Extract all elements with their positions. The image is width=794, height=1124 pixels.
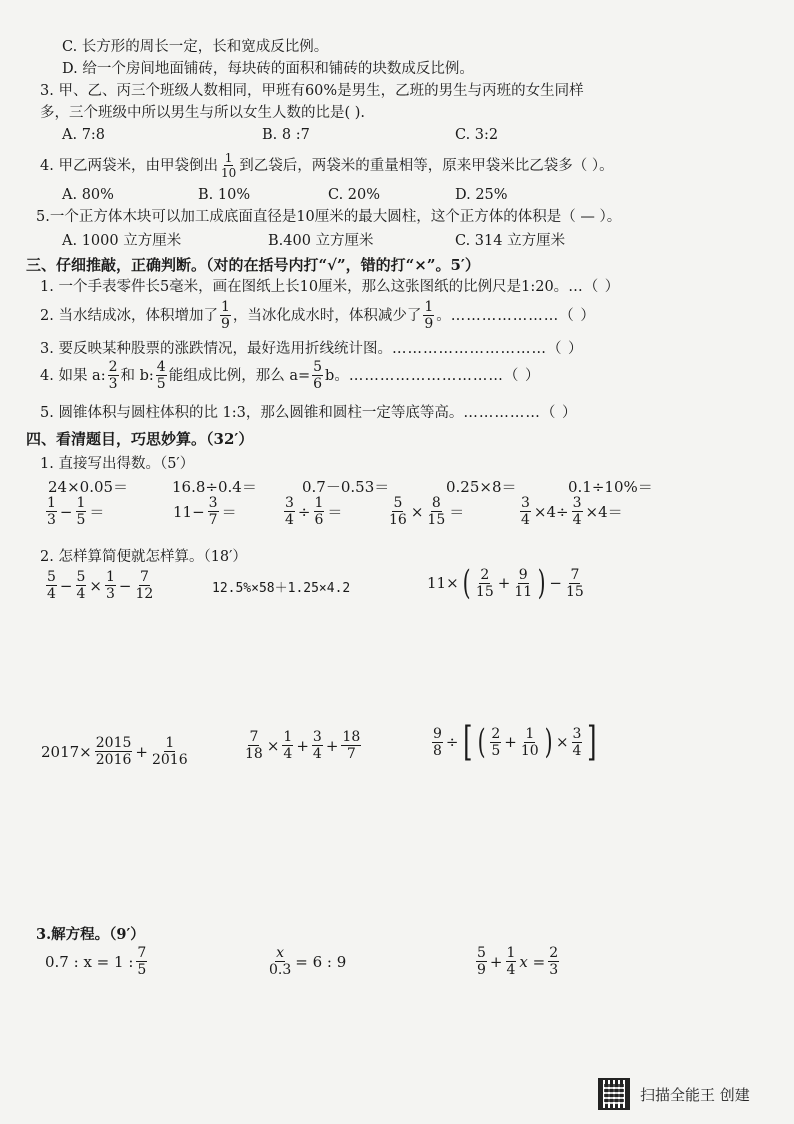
tf-q4-text-d: b。 <box>325 367 349 384</box>
simplify-calc-6: $\frac{9}{8}$ ÷ [ ( $\frac{2}{5}$ + $\frac{1}{10}$ ) × $\frac{3}{4}$ ] <box>433 719 597 765</box>
tf-q2-answer-blank[interactable]: …………………（ ） <box>450 307 596 324</box>
mc-q5-option-a: A. 1000 立方厘米 <box>62 233 182 249</box>
direct-calc-7: 11− $\frac{3}{7}$ ＝ <box>173 495 237 528</box>
qr-code-icon <box>598 1078 630 1110</box>
mc-q5-stem: 5.一个正方体木块可以加工成底面直径是10厘米的最大圆柱，这个正方体的体积是（ — ）。 <box>36 209 622 225</box>
direct-calc-1: 24×0.05＝ <box>48 478 129 496</box>
direct-calc-10: $\frac{3}{4}$ ×4÷ $\frac{3}{4}$ ×4＝ <box>521 495 623 528</box>
simplify-calc-1: $\frac{5}{4}$ − $\frac{5}{4}$ × $\frac{1}{3}$ − $\frac{7}{12}$ <box>47 569 154 602</box>
direct-calc-9: $\frac{5}{16}$ × $\frac{8}{15}$ ＝ <box>389 495 465 528</box>
mc-q5-option-c: C. 314 立方厘米 <box>455 233 566 249</box>
section-3-title: 三、仔细推敲，正确判断。（对的在括号内打“√”，错的打“×”。5′） <box>26 256 480 274</box>
frac-denominator: 3 <box>108 376 118 392</box>
tf-q1-answer-blank[interactable]: …（ ） <box>568 279 621 295</box>
mc-q3-stem-1: 3. 甲、乙、丙三个班级人数相同，甲班有60%是男生，乙班的男生与丙班的女生同样 <box>40 83 584 99</box>
frac-denominator: 9 <box>424 316 434 332</box>
mc-q4-option-b: B. 10% <box>198 187 251 203</box>
tf-q4-text-b: 和 b: <box>120 367 154 384</box>
direct-calc-3: 0.7－0.53＝ <box>302 478 390 496</box>
direct-calc-2: 16.8÷0.4＝ <box>172 478 257 496</box>
scanner-watermark-text: 扫描全能王 创建 <box>640 1085 750 1104</box>
equation-2-suffix: = 6 : 9 <box>295 952 347 971</box>
tf-q3 <box>40 340 584 358</box>
tf-q2-text-a: 2. 当水结成冰，体积增加了 <box>40 307 218 324</box>
tf-q4-answer-blank[interactable]: …………………………（ ） <box>348 367 541 384</box>
equation-2: $\frac{x}{0.3}$ = 6 : 9 <box>269 945 347 978</box>
simplify-calc-4-prefix: 2017× <box>41 742 92 761</box>
tf-q4-fraction-2 <box>156 360 167 391</box>
tf-q5-text: 5. 圆锥体积与圆柱体积的比 1:3，那么圆锥和圆柱一定等底等高。 <box>40 405 464 421</box>
mc-q4-fraction <box>220 152 237 179</box>
direct-calc-title: 1. 直接写出得数。（5′） <box>40 456 195 472</box>
tf-q4-text-c: 能组成比例，那么 a= <box>168 367 311 384</box>
mc-q4-stem <box>40 152 614 179</box>
mc-q4-stem-b: 到乙袋后，两袋米的重量相等，原来甲袋米比乙袋多（ ）。 <box>239 157 614 174</box>
mc-q4-option-a: A. 80% <box>62 187 114 203</box>
simplify-calc-2: 12.5%×58＋1.25×4.2 <box>212 581 351 596</box>
mc-q5-option-b: B.400 立方厘米 <box>268 233 374 249</box>
tf-q2-fraction-1 <box>220 300 231 331</box>
mc-q2-option-c: C. 长方形的周长一定，长和宽成反比例。 <box>62 39 329 55</box>
simplify-calc-5: $\frac{7}{18}$ × $\frac{1}{4}$ + $\frac{3}{4}$ + $\frac{18}{7}$ <box>245 729 361 762</box>
equation-3: $\frac{5}{9}$ + $\frac{1}{4}$ x = $\frac{2}{3}$ <box>477 945 559 978</box>
simplify-calc-4: 2017× $\frac{2015}{2016}$ + $\frac{1}{2016}$ <box>41 735 188 768</box>
mc-q3-option-c: C. 3:2 <box>455 127 499 143</box>
frac-numerator: 5 <box>313 359 323 375</box>
direct-calc-8: $\frac{3}{4}$ ÷ $\frac{1}{6}$ ＝ <box>285 495 343 528</box>
mc-q3-stem-2: 多，三个班级中所以男生与所以女生人数的比是( ). <box>40 105 366 121</box>
tf-q1 <box>40 278 620 296</box>
frac-numerator: 1 <box>224 151 233 165</box>
tf-q2-text-c: 。 <box>436 307 451 324</box>
equation-3-middle: x = <box>519 952 546 971</box>
mc-q4-option-d: D. 25% <box>455 187 508 203</box>
equation-1: 0.7 : x = 1 : $\frac{7}{5}$ <box>45 945 147 978</box>
frac-denominator: 10 <box>220 166 237 180</box>
tf-q4-text-a: 4. 如果 a: <box>40 367 106 384</box>
tf-q5 <box>40 404 578 422</box>
frac-numerator: 1 <box>220 299 230 315</box>
tf-q2 <box>40 300 596 331</box>
frac-numerator: 1 <box>424 299 434 315</box>
tf-q5-answer-blank[interactable]: ……………（ ） <box>463 405 578 421</box>
tf-q2-fraction-2 <box>423 300 434 331</box>
tf-q3-text: 3. 要反映某种股票的涨跌情况，最好选用折线统计图。 <box>40 341 392 357</box>
frac-numerator: 2 <box>108 359 118 375</box>
direct-calc-6: $\frac{1}{3}$ − $\frac{1}{5}$ ＝ <box>47 495 105 528</box>
section-4-title: 四、看清题目，巧思妙算。（32′） <box>26 430 254 448</box>
simplify-calc-title: 2. 怎样算简便就怎样算。（18′） <box>40 549 247 565</box>
scanner-watermark <box>598 1078 750 1110</box>
equation-1-prefix: 0.7 : x = 1 : <box>45 952 134 971</box>
simplify-calc-3: 11× ( $\frac{2}{15}$ + $\frac{9}{11}$ ) − $\frac{7}{15}$ <box>427 563 584 603</box>
mc-q2-option-d: D. 给一个房间地面铺砖，每块砖的面积和铺砖的块数成反比例。 <box>62 61 474 77</box>
mc-q3-option-a: A. 7:8 <box>62 127 106 143</box>
frac-denominator: 6 <box>313 376 323 392</box>
equation-title: 3.解方程。（9′） <box>36 926 145 943</box>
mc-q4-stem-a: 4. 甲乙两袋米，由甲袋倒出 <box>40 157 218 174</box>
tf-q3-answer-blank[interactable]: …………………………（ ） <box>391 341 584 357</box>
mc-q4-option-c: C. 20% <box>328 187 381 203</box>
tf-q2-text-b: ，当冰化成水时，体积减少了 <box>232 307 422 324</box>
frac-numerator: 4 <box>156 359 166 375</box>
direct-calc-4: 0.25×8＝ <box>446 478 517 496</box>
frac-denominator: 9 <box>220 316 230 332</box>
tf-q4-fraction-1 <box>108 360 119 391</box>
frac-denominator: 5 <box>156 376 166 392</box>
tf-q1-text: 1. 一个手表零件长5毫米，画在图纸上长10厘米，那么这张图纸的比例尺是1:20。 <box>40 279 569 295</box>
tf-q4 <box>40 360 540 391</box>
mc-q3-option-b: B. 8 :7 <box>262 127 310 143</box>
tf-q4-fraction-3 <box>312 360 323 391</box>
direct-calc-5: 0.1÷10%＝ <box>568 478 653 496</box>
